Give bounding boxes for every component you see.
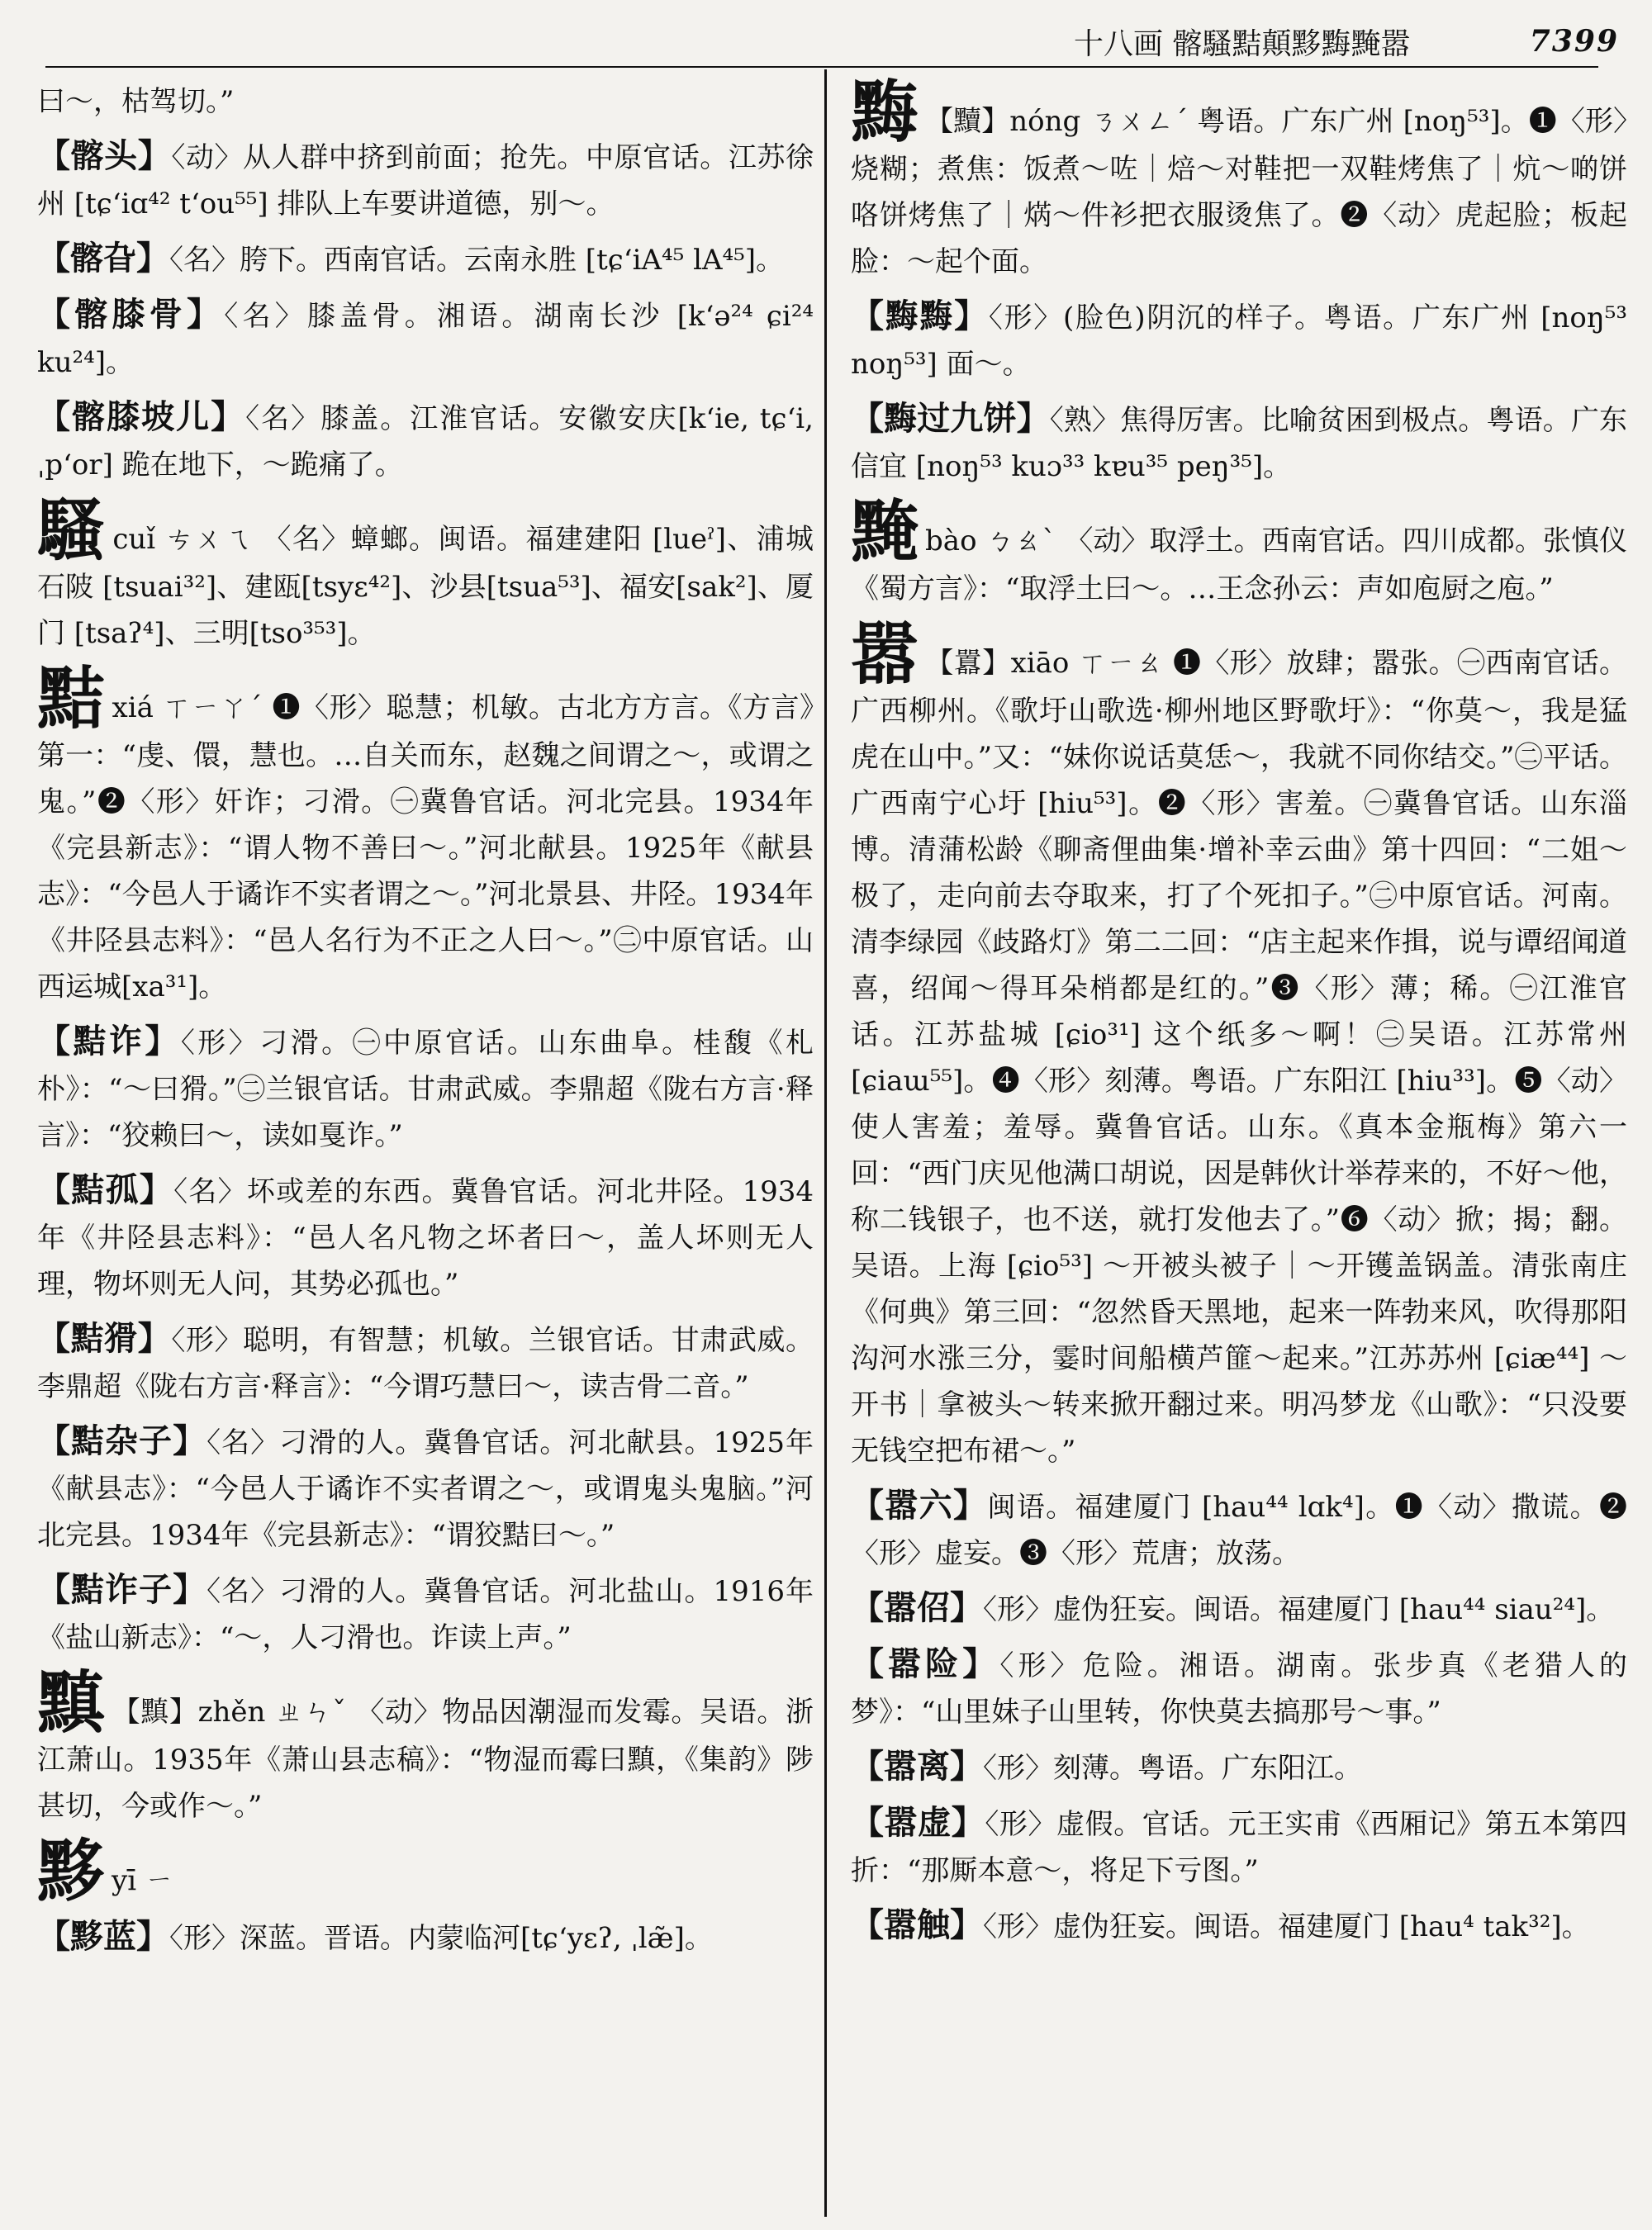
compound-headword: 【嚣六】 (851, 1486, 988, 1525)
headword-entry (37, 1663, 814, 1829)
entry-definition: 〈形〉(脸色)阴沉的样子。粤语。广东广州 [noŋ⁵³ noŋ⁵³] 面～。 (851, 301, 1628, 381)
headword-entry (851, 73, 1627, 285)
compound-headword: 【髂膝坡儿】 (37, 397, 246, 436)
entry-definition: 〈形〉刻薄。粤语。广东阳江。 (983, 1752, 1362, 1785)
entry-definition: 〈形〉危险。湘语。湖南。张步真《老猎人的梦》：“山里妹子山里转，你快莫去搞那号～事。” (851, 1649, 1628, 1729)
headword-entry (851, 492, 1627, 612)
compound-entry (851, 1483, 1627, 1577)
entry-definition: 【黰】zhěn ㄓㄣˇ 〈动〉物品因潮湿而发霉。吴语。浙江萧山。1935年《萧山县志稿》：“物湿而霉曰黰，《集韵》陟甚切，今或作～。” (37, 1696, 814, 1823)
headword-character: 黰 (37, 1663, 106, 1743)
headword-character: 黠 (37, 659, 106, 738)
compound-headword: 【嚣虚】 (851, 1803, 985, 1842)
running-header (1074, 18, 1619, 64)
entry-definition: 〈熟〉焦得厉害。比喻贫困到极点。粤语。广东信宜 [noŋ⁵³ kuɔ³³ kɐu³⁵ peŋ³⁵]。 (851, 404, 1628, 483)
compound-entry (37, 133, 814, 227)
entry-definition: bào ㄅㄠˋ 〈动〉取浮土。西南官话。四川成都。张慎仪《蜀方言》：“取浮土曰～。…王念孙云：声如庖厨之庖。” (851, 524, 1627, 605)
headword-entry (37, 659, 814, 1010)
compound-entry (37, 1914, 814, 1962)
left-column (37, 78, 814, 1970)
entry-definition: 〈名〉坏或差的东西。冀鲁官话。河北井陉。1934年《井陉县志料》：“邑人名凡物之坏者曰～，盖人坏则无人理，物坏则无人问，其势必孤也。” (37, 1175, 814, 1301)
compound-headword: 【黠杂子】 (37, 1421, 207, 1460)
entry-definition: 【黷】nóng ㄋㄨㄥˊ 粤语。广东广州 [noŋ⁵³]。❶〈形〉烧糊；煮焦：饭煮～咗｜焙～对鞋把一双鞋烤焦了｜炕～啲饼咯饼烤焦了｜焫～件衫把衣服烫焦了。❷〈动〉虎起脸；板起脸：～起个面。 (851, 105, 1627, 278)
compound-headword: 【黣黣】 (851, 297, 989, 335)
header-title: 十八画 髂騷黠顛黟黣黤嚣 (1074, 26, 1411, 61)
compound-headword: 【嚣触】 (851, 1905, 983, 1944)
compound-headword: 【嚣离】 (851, 1747, 983, 1786)
headword-character: 嚣 (851, 614, 919, 694)
compound-entry (37, 1316, 814, 1410)
compound-headword: 【黠猾】 (37, 1319, 172, 1358)
entry-definition: 〈形〉刁滑。㊀中原官话。山东曲阜。桂馥《札朴》：“～曰猾。”㊁兰银官话。甘肃武威。李鼎超《陇右方言·释言》：“狡赖曰～，读如戛诈。” (37, 1027, 814, 1152)
headword-character: 騷 (37, 491, 107, 570)
column-divider (824, 69, 827, 2217)
entry-definition: 【囂】xiāo ㄒㄧㄠ ❶〈形〉放肆；嚣张。㊀西南官话。广西柳州。《歌圩山歌选·柳州地区野歌圩》：“你莫～，我是猛虎在山中。”又：“妹你说话莫恁～，我就不同你结交。”㊁平话。广西南宁心圩 [hiu⁵³]。❷〈形〉害羞。㊀冀鲁官话。山东淄博。清蒲松龄《聊斋俚曲集·增补幸云曲》第十四回：“二姐～极了，走向前去夺取来，打了个死扣子。”㊁中原官话。河南。清李绿园《歧路灯》第二二回：“店主起来作揖，说与谭绍闻道喜，绍闻～得耳朵梢都是红的。”❸〈形〉薄；稀。㊀江淮官话。江苏盐城 [ɕio³¹] 这个纸多～啊！㊁吴语。江苏常州 [ɕiaɯ⁵⁵]。❹〈形〉刻薄。粤语。广东阳江 [hiu³³]。❺〈动〉使人害羞；羞辱。冀鲁官话。山东。《真本金瓶梅》第六一回：“西门庆见他满口胡说，因是韩伙计举荐来的，不好～他，称二钱银子，也不送，就打发他去了。”❻〈动〉掀；揭；翻。吴语。上海 [ɕio⁵³] ～开被头被子｜～开镬盖锅盖。清张南庄《何典》第三回：“忽然昏天黑地，起来一阵勃来风，吹得那阳沟河水涨三分，霎时间船横芦篚～起来。”江苏苏州 [ɕiæ⁴⁴] ～开书｜拿被头～转来掀开翻过来。明冯梦龙《山歌》：“只没要无钱空把布裙～。” (851, 647, 1627, 1468)
entry-definition: 〈形〉聪明，有智慧；机敏。兰银官话。甘肃武威。李鼎超《陇右方言·释言》：“今谓巧慧曰～，读吉骨二音。” (37, 1324, 814, 1403)
entry-definition: 〈名〉刁滑的人。冀鲁官话。河北献县。1925年《献县志》：“今邑人于谲诈不实者谓之～，或谓鬼头鬼脑。”河北完县。1934年《完县新志》：“谓狡黠曰～。” (37, 1426, 814, 1552)
entry-definition: 〈形〉虚假。官话。元王实甫《西厢记》第五本第四折：“那厮本意～，将足下亏图。” (851, 1808, 1628, 1887)
header-rule (45, 66, 1598, 68)
compound-entry (37, 1167, 814, 1307)
entry-definition: 〈名〉胯下。西南官话。云南永胜 [tɕʻiA⁴⁵ lA⁴⁵]。 (169, 244, 785, 277)
compound-entry (851, 1744, 1627, 1791)
compound-headword: 【髂头】 (37, 136, 172, 175)
compound-entry (37, 1418, 814, 1559)
page-number: 7399 (1529, 24, 1619, 59)
compound-entry (37, 235, 814, 283)
headword-character: 黟 (37, 1832, 106, 1911)
entry-definition: 〈形〉虚伪狂妄。闽语。福建厦门 [hau⁴ tak³²]。 (983, 1910, 1590, 1943)
entry-definition: 〈形〉深蓝。晋语。内蒙临河[tɕʻyɛʔ, ˌlæ̃]。 (169, 1922, 713, 1955)
entry-definition: cuǐ ㄘㄨㄟ 〈名〉蟑螂。闽语。福建建阳 [lueˀ]、浦城石陂 [tsuai³²]、建瓯[tsyɛ⁴²]、沙县[tsua⁵³]、福安[sak²]、厦门 [tsaʔ⁴]、三明[tso³⁵³]。 (37, 523, 814, 650)
entry-definition: 闽语。福建厦门 [hau⁴⁴ lɑk⁴]。❶〈动〉撒谎。❷〈形〉虚妄。❸〈形〉荒唐；放荡。 (851, 1491, 1628, 1570)
compound-headword: 【黟蓝】 (37, 1917, 169, 1956)
entry-definition: yī ㄧ (112, 1864, 173, 1897)
compound-headword: 【髂旮】 (37, 239, 169, 278)
headword-entry (851, 614, 1627, 1474)
headword-entry (37, 1832, 814, 1911)
compound-headword: 【黠诈】 (37, 1022, 181, 1060)
entry-definition: 〈动〉从人群中挤到前面；抢先。中原官话。江苏徐州 [tɕʻiɑ⁴² tʻou⁵⁵] 排队上车要讲道德，别～。 (37, 141, 814, 221)
compound-entry (37, 1018, 814, 1159)
continued-text: 曰～，枯驾切。” (37, 85, 235, 118)
compound-entry (851, 396, 1627, 490)
headword-character: 黤 (851, 492, 919, 572)
headword-entry (37, 491, 814, 657)
compound-entry (37, 394, 814, 488)
compound-entry (851, 293, 1627, 387)
compound-entry (37, 292, 814, 386)
compound-entry (851, 1641, 1627, 1735)
entry-definition: 〈形〉虚伪狂妄。闽语。福建厦门 [hau⁴⁴ siau²⁴]。 (983, 1593, 1615, 1626)
compound-entry (851, 1800, 1627, 1894)
compound-headword: 【髂膝骨】 (37, 295, 225, 334)
right-column (851, 73, 1628, 1958)
compound-headword: 【嚣险】 (851, 1644, 1000, 1683)
entry-definition: 〈名〉刁滑的人。冀鲁官话。河北盐山。1916年《盐山新志》：“～，人刁滑也。诈读上声。” (37, 1575, 814, 1654)
entry-definition: 〈名〉膝盖。江淮官话。安徽安庆[kʻie, tɕʻi, ˌpʻor] 跪在地下，～跪痛了。 (37, 402, 814, 482)
compound-entry (851, 1902, 1627, 1950)
compound-entry (851, 1585, 1627, 1633)
entry-definition: 〈名〉膝盖骨。湘语。湖南长沙 [kʻə²⁴ ɕi²⁴ ku²⁴]。 (37, 300, 814, 379)
compound-headword: 【嚣佋】 (851, 1588, 983, 1627)
compound-headword: 【黠诈子】 (37, 1570, 207, 1609)
headword-character: 黣 (851, 73, 919, 152)
entry-definition: xiá ㄒㄧㄚˊ ❶〈形〉聪慧；机敏。古北方方言。《方言》第一：“虔、儇，慧也。…自关而东，赵魏之间谓之～，或谓之鬼。”❷〈形〉奸诈；刁滑。㊀冀鲁官话。河北完县。1934年《完县新志》：“谓人物不善曰～。”河北献县。1925年《献县志》：“今邑人于谲诈不实者谓之～。”河北景县、井陉。1934年《井陉县志料》：“邑人名行为不正之人曰～。”㊁中原官话。山西运城[xa³¹]。 (37, 691, 814, 1004)
compound-headword: 【黣过九饼】 (851, 399, 1050, 438)
compound-entry (37, 1567, 814, 1661)
compound-headword: 【黠孤】 (37, 1170, 174, 1209)
